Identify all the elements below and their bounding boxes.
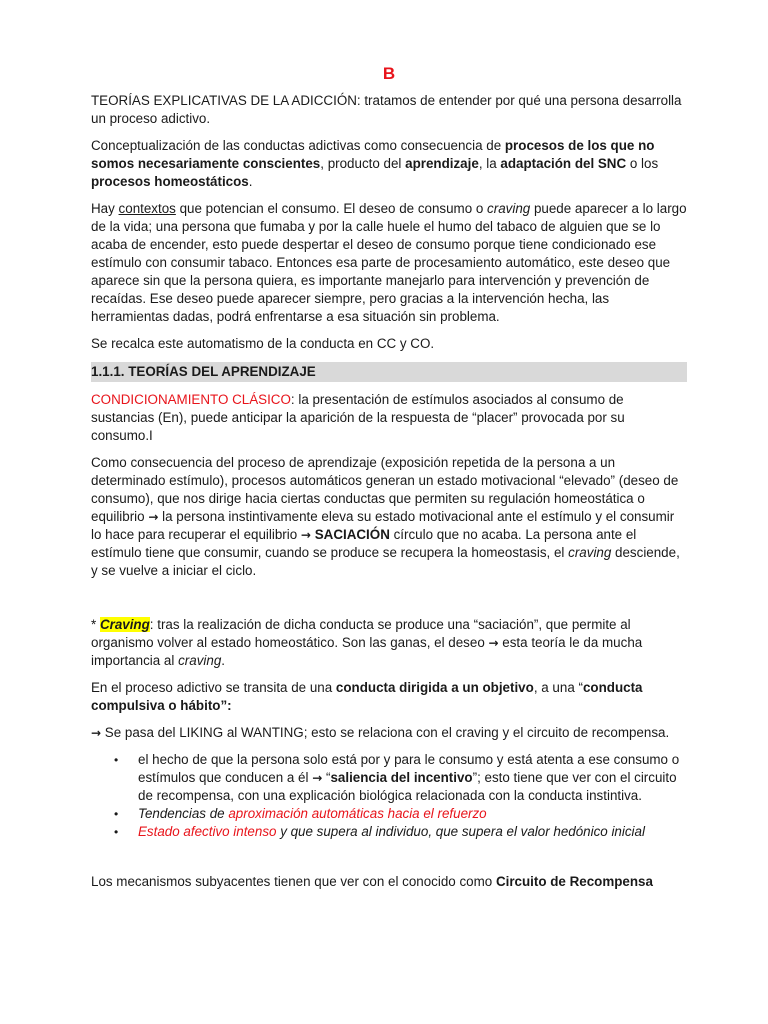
list-item: • el hecho de que la persona solo está por y para le consumo y está atenta a ese consumo o estímulos que conducen a él → “saliencia del incentivo”; esto tiene que ver con el circuito de recompensa, con una explicación biológica relacionada con la conducta instintiva. [114,752,680,803]
craving-highlight: Craving [99,617,150,632]
list-item: • Estado afectivo intenso y que supera al individuo, que supera el valor hedónico inicial [114,824,645,839]
arrow-icon: → [312,771,323,785]
arrow-icon: → [91,726,102,740]
document-body [91,62,687,900]
section-heading-learning-theories: 1.1.1. TEORÍAS DEL APRENDIZAJE [91,362,687,382]
paragraph-learning-consequence: Como consecuencia del proceso de aprendizaje (exposición repetida de la persona a un determinado estímulo), procesos automáticos generan un estado motivacional “elevado” (deseo de consumo), que nos dirige hacia ciertas conductas que permiten su regulación homeostática o equilibrio → la persona instintivamente eleva su estado motivacional ante el estímulo y el consumir lo hace para recuperar el equilibrio → SACIACIÓN círculo que no acaba. La persona ante el estímulo tiene que consumir, cuando se produce se recupera la homeostasis, el craving desciende, y se vuelve a iniciar el ciclo. [91,455,680,578]
arrow-icon: → [148,510,159,524]
bullet-icon: • [114,807,119,821]
list-item: • Tendencias de aproximación automáticas hacia el refuerzo [114,806,487,821]
bullet-list [91,751,687,841]
paragraph-craving: * Craving: tras la realización de dicha conducta se produce una “saciación”, que permite al organismo volver al estado homeostático. Son las ganas, el deseo → esta teoría le da mucha importancia al craving. [91,617,643,668]
paragraph-contexts: Hay contextos que potencian el consumo. El deseo de consumo o craving puede aparecer a lo largo de la vida; una persona que fumaba y por la calle huele el humo del tabaco de alguien que se lo acaba de encender, esto puede despertar el deseo de consumo porque tiene condicionado ese estímulo con consumir tabaco. Entonces esa parte de procesamiento automático, este deseo que aparece sin que la persona quiera, es importante manejarlo para intervención y prevención de recaídas. Ese deseo puede aparecer siempre, pero gracias a la intervención hecha, las herramientas dadas, podrá enfrentarse a esa situación sin problema. [91,201,687,324]
paragraph-addictive-process: En el proceso adictivo se transita de una conducta dirigida a un objetivo, a una “conducta compulsiva o hábito”: [91,680,643,713]
paragraph-intro: TEORÍAS EXPLICATIVAS DE LA ADICCIÓN: tratamos de entender por qué una persona desarrolla un proceso adictivo. [91,93,682,126]
arrow-icon: → [488,636,499,650]
paragraph-classical-conditioning: CONDICIONAMIENTO CLÁSICO: la presentación de estímulos asociados al consumo de sustancias (En), puede anticipar la aparición de la respuesta de “placer” provocada por su consumo.I [91,392,625,443]
paragraph-liking-wanting: → Se pasa del LIKING al WANTING; esto se relaciona con el craving y el circuito de recompensa. [91,725,670,740]
paragraph-automatism: Se recalca este automatismo de la conducta en CC y CO. [91,336,435,351]
paragraph-mechanisms: Los mecanismos subyacentes tienen que ver con el conocido como Circuito de Recompensa [91,874,653,889]
section-letter: B [382,64,396,83]
paragraph-conceptualization: Conceptualización de las conductas adictivas como consecuencia de procesos de los que no somos necesariamente conscientes, producto del aprendizaje, la adaptación del SNC o los procesos homeostáticos. [91,138,659,189]
classical-conditioning-term: CONDICIONAMIENTO CLÁSICO [91,392,291,407]
bullet-icon: • [114,825,119,839]
arrow-icon: → [300,528,311,542]
bullet-icon: • [114,753,119,767]
